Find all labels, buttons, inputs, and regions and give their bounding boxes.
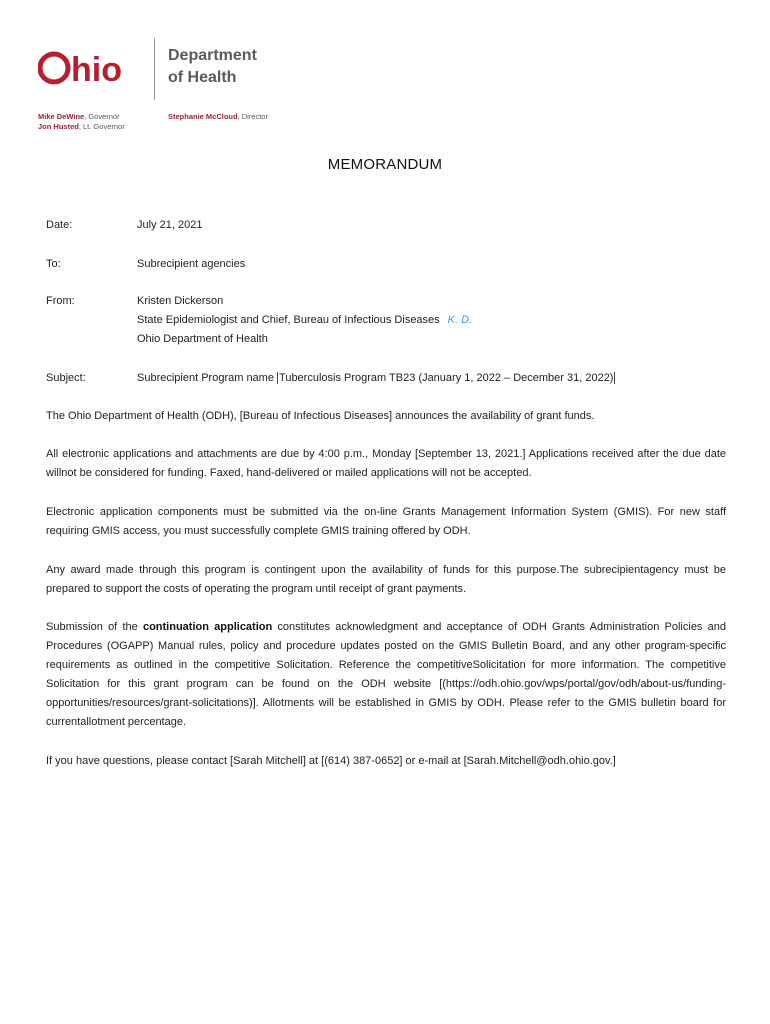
subject-label: Subject:	[46, 372, 86, 384]
director-title: , Director	[237, 112, 269, 121]
date-label: Date:	[46, 219, 73, 231]
paragraph-1: The Ohio Department of Health (ODH), [Bureau of Infectious Diseases] announces the availability of grant funds.	[46, 410, 595, 422]
memo-title: MEMORANDUM	[327, 156, 443, 173]
paragraph-3: Electronic application components must be submitted via the on-line Grants Management Information System (GMIS). For new staff requiring GMIS access, you must successfully complete GMIS training offered by ODH.	[46, 506, 726, 537]
governor-title: , Governor	[84, 112, 120, 121]
paragraph-2: All electronic applications and attachments are due by 4:00 p.m., Monday [September 13, 2021.] Applications received after the due date willnot be considered for funding. Faxed, hand-delivered or mailed applications will not be accepted.	[46, 448, 726, 479]
paragraph-4: Any award made through this program is contingent upon the availability of funds for this purpose.The subrecipientagency must be prepared to support the costs of operating the program until receipt of grant payments.	[46, 564, 726, 595]
paragraph-6: If you have questions, please contact [Sarah Mitchell] at [(614) 387-0652] or e-mail at [Sarah.Mitchell@odh.ohio.gov.]	[46, 755, 616, 767]
lt-governor-name: Jon Husted	[38, 122, 79, 131]
signature-initials: K. D.	[447, 314, 473, 326]
director-name: Stephanie McCloud	[168, 112, 238, 121]
governor-block	[38, 112, 125, 132]
header-divider	[154, 38, 155, 100]
lt-governor-line	[38, 122, 125, 132]
lt-governor-title: , Lt. Governor	[78, 122, 125, 131]
subject-value-wrap	[137, 369, 737, 388]
department-line-1: Department	[168, 47, 257, 64]
paragraph-5-start: Submission of the	[46, 621, 143, 633]
from-line-2: State Epidemiologist and Chief, Bureau of Infectious Diseases	[137, 314, 440, 326]
ohio-logo	[38, 44, 142, 88]
governor-name: Mike DeWine	[38, 112, 85, 121]
from-label: From:	[46, 295, 75, 307]
paragraph-5-rest: constitutes acknowledgment and acceptance of ODH Grants Administration Policies and Procedures (OGAPP) Manual rules, policy and procedure updates posted on the GMIS Bulletin Board, and any other program-specific requirements as outlined in the competitive Solicitation. Reference the competitiveSolicitation for more information. The competitive Solicitation for this grant program can be found on the ODH website [(https://odh.ohio.gov/wps/portal/gov/odh/about-us/funding-opportunities/resources/grant-solicitations)]. Allotments will be established in GMIS by ODH. Please refer to the GMIS bulletin board for currentallotment percentage.	[46, 621, 726, 728]
from-line-3: Ohio Department of Health	[137, 333, 268, 345]
governor-line	[38, 112, 125, 122]
paragraph-5-bold: continuation application	[142, 621, 273, 633]
subject-prefix: Subrecipient Program name	[137, 372, 278, 384]
paragraph-5	[46, 618, 726, 732]
subject-value: Tuberculosis Program TB23 (January 1, 2022 – December 31, 2022)	[279, 372, 614, 384]
date-value: July 21, 2021	[137, 219, 203, 231]
to-value: Subrecipient agencies	[137, 258, 246, 270]
director-block	[168, 112, 268, 122]
to-label: To:	[46, 258, 61, 270]
department-line-2: of Health	[168, 69, 237, 86]
from-line-2-wrap	[137, 311, 737, 330]
from-line-1: Kristen Dickerson	[137, 295, 224, 307]
svg-text:hio: hio	[71, 51, 122, 88]
department-name	[168, 45, 257, 89]
